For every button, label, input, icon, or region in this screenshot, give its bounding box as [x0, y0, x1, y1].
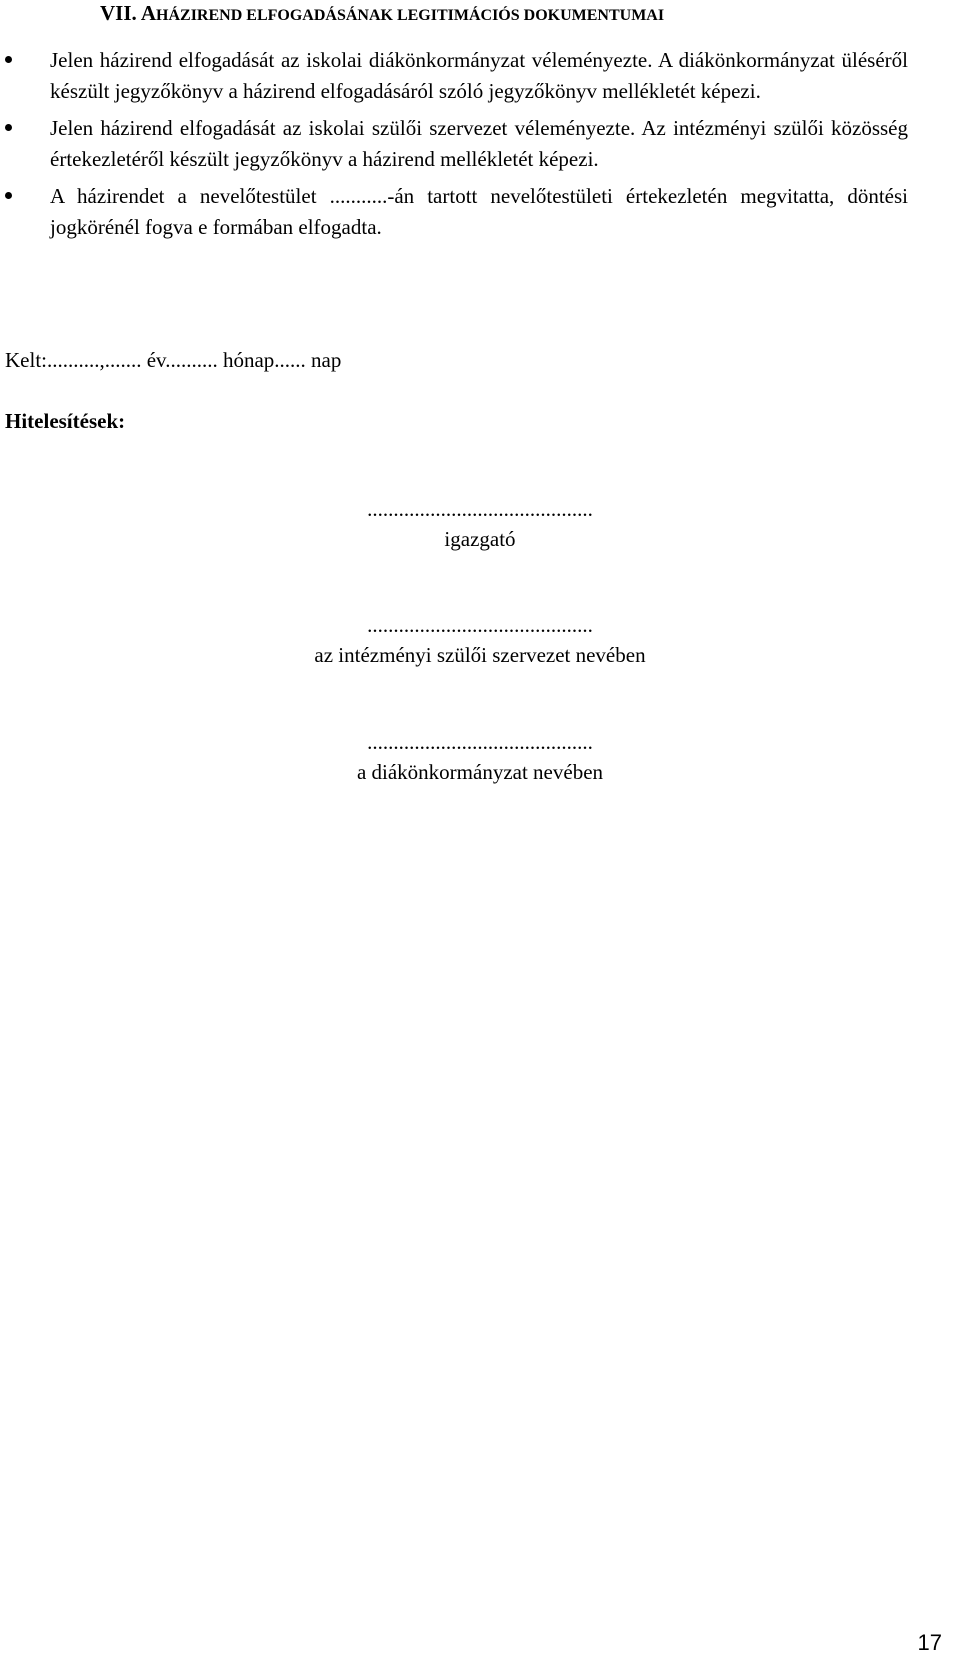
signature-line: ........................................... — [367, 497, 593, 521]
bullet-icon — [5, 124, 12, 131]
list-item-text: A házirendet a nevelőtestület ...........-án tartott nevelőtestületi értekezletén megvitatta, döntési jogkörénél fogva e formában elfogadta. — [50, 184, 908, 239]
bullet-icon — [5, 192, 12, 199]
signature-line: ........................................... — [367, 730, 593, 754]
signature-block-student-council — [0, 727, 960, 787]
signature-block-parents — [0, 610, 960, 670]
signature-line: ........................................... — [367, 613, 593, 637]
list-item — [0, 181, 908, 242]
signature-role: igazgató — [444, 527, 516, 551]
authentications-heading: Hitelesítések: — [5, 409, 126, 433]
page-number: 17 — [917, 1630, 942, 1655]
date-line: Kelt:..........,....... év.......... hónap...... nap — [5, 348, 342, 372]
signature-role: a diákönkormányzat nevében — [356, 760, 604, 784]
section-title: HÁZIREND ELFOGADÁSÁNAK LEGITIMÁCIÓS DOKUMENTUMAI — [156, 7, 665, 24]
signature-block-principal — [0, 494, 960, 554]
signature-role: az intézményi szülői szervezet nevében — [314, 643, 646, 667]
section-number: VII. — [100, 1, 137, 25]
list-item — [0, 113, 908, 174]
list-item-text: Jelen házirend elfogadását az iskolai szülői szervezet véleményezte. Az intézményi szülői közösség értekezletéről készült jegyzőkönyv a házirend mellékletét képezi. — [50, 116, 908, 171]
legitimation-list — [0, 45, 960, 249]
list-item-text: Jelen házirend elfogadását az iskolai diákönkormányzat véleményezte. A diákönkormányzat üléséről készült jegyzőkönyv a házirend elfogadásáról szóló jegyzőkönyv mellékletét képezi. — [50, 48, 908, 103]
section-lead-letter: A — [140, 1, 157, 25]
section-heading — [100, 0, 664, 29]
list-item — [0, 45, 908, 106]
bullet-icon — [5, 56, 12, 63]
